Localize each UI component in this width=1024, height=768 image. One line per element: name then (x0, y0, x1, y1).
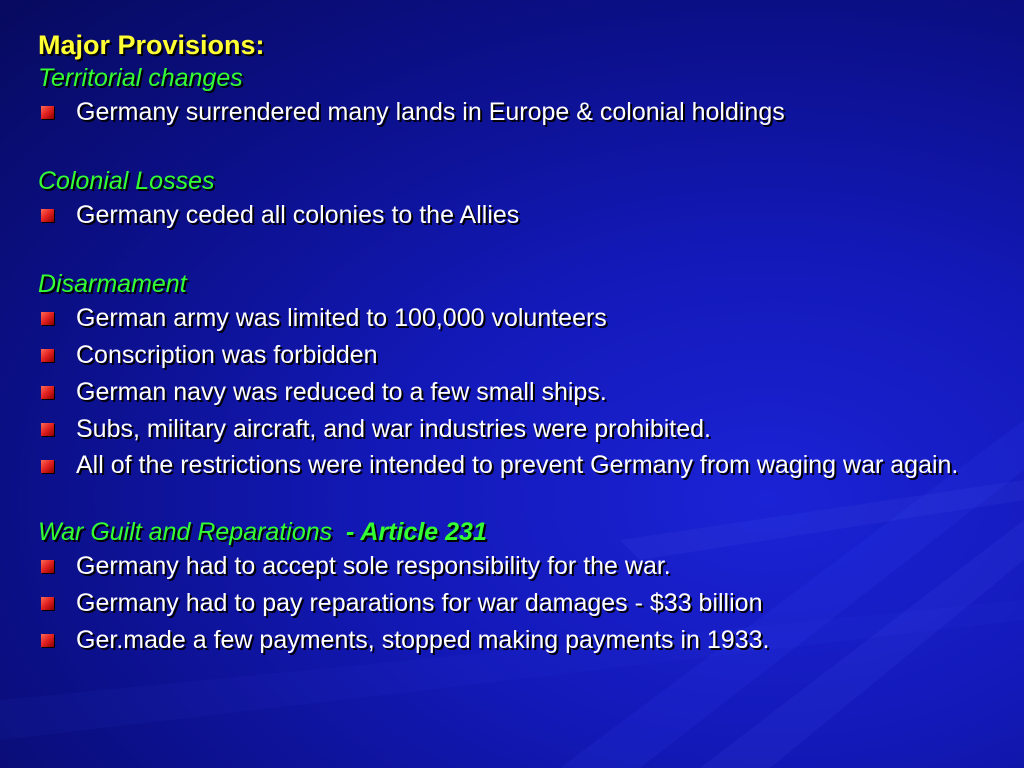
list-item: All of the restrictions were intended to prevent Germany from waging war again. (38, 451, 998, 479)
bullet-square-icon (41, 386, 54, 399)
section-heading: Territorial changes (38, 64, 243, 92)
section-territorial (38, 62, 998, 128)
article-reference: - Article 231 (346, 518, 487, 546)
section-war-guilt (38, 516, 998, 656)
bullet-square-icon (41, 106, 54, 119)
list-item: Conscription was forbidden (38, 340, 998, 371)
bullet-list (38, 200, 998, 231)
list-item: Germany had to pay reparations for war damages - $33 billion (38, 588, 998, 619)
bullet-square-icon (41, 423, 54, 436)
list-item: Ger.made a few payments, stopped making payments in 1933. (38, 625, 998, 656)
bullet-square-icon (41, 460, 54, 473)
list-item: Subs, military aircraft, and war industries were prohibited. (38, 414, 998, 445)
list-item: Germany surrendered many lands in Europe & colonial holdings (38, 97, 998, 128)
section-heading: Disarmament (38, 270, 187, 298)
list-item: Germany had to accept sole responsibility for the war. (38, 551, 998, 582)
list-item: German army was limited to 100,000 volunteers (38, 303, 998, 334)
section-heading: Colonial Losses (38, 167, 215, 195)
section-heading: War Guilt and Reparations - Article 231 (38, 518, 487, 546)
bullet-square-icon (41, 634, 54, 647)
bullet-list (38, 551, 998, 656)
bullet-list (38, 303, 998, 479)
bullet-list (38, 97, 998, 128)
section-colonial (38, 165, 998, 231)
bullet-square-icon (41, 349, 54, 362)
slide-content (38, 28, 998, 662)
bullet-square-icon (41, 312, 54, 325)
bullet-square-icon (41, 209, 54, 222)
slide-title: Major Provisions: (38, 30, 265, 60)
bullet-square-icon (41, 560, 54, 573)
bullet-square-icon (41, 597, 54, 610)
list-item: Germany ceded all colonies to the Allies (38, 200, 998, 231)
section-disarmament (38, 268, 998, 479)
list-item: German navy was reduced to a few small ships. (38, 377, 998, 408)
